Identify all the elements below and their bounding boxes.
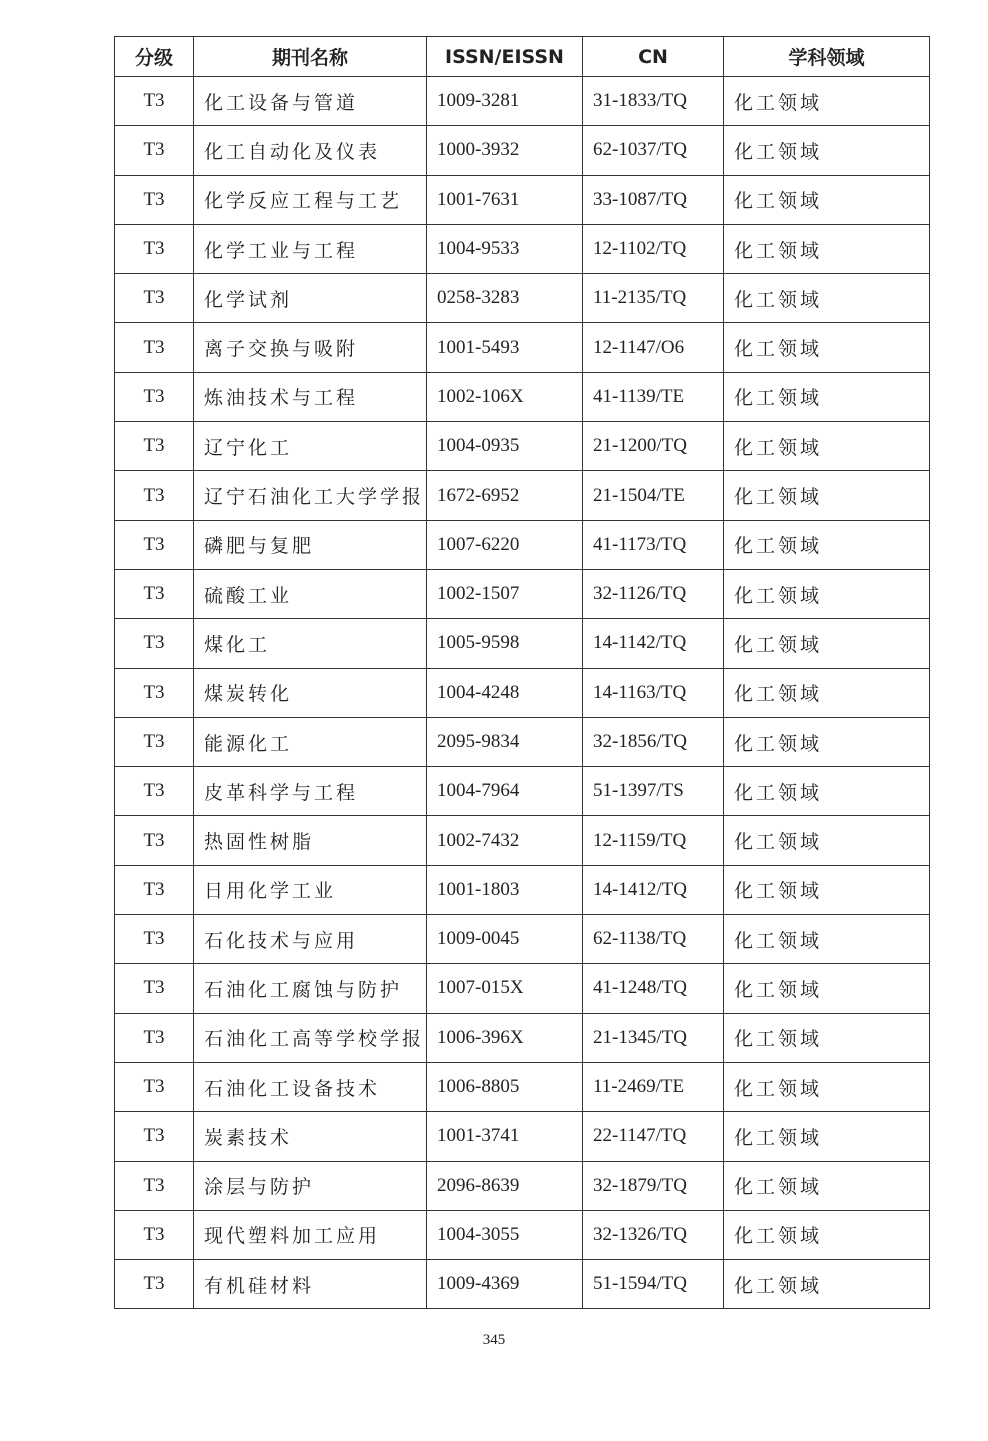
cell-field: 化工领域 bbox=[724, 816, 930, 865]
cell-journal-name: 能源化工 bbox=[194, 717, 427, 766]
cell-journal-name: 现代塑料加工应用 bbox=[194, 1210, 427, 1259]
cell-level: T3 bbox=[115, 323, 194, 372]
cell-level: T3 bbox=[115, 915, 194, 964]
cell-level: T3 bbox=[115, 224, 194, 273]
cell-cn: 41-1173/TQ bbox=[583, 520, 724, 569]
table-row bbox=[115, 422, 930, 471]
cell-journal-name: 石油化工高等学校学报 bbox=[194, 1013, 427, 1062]
cell-level: T3 bbox=[115, 1210, 194, 1259]
cell-cn: 12-1159/TQ bbox=[583, 816, 724, 865]
table-row bbox=[115, 274, 930, 323]
cell-journal-name: 化学工业与工程 bbox=[194, 224, 427, 273]
cell-issn: 1005-9598 bbox=[427, 619, 583, 668]
cell-issn: 0258-3283 bbox=[427, 274, 583, 323]
cell-issn: 1004-0935 bbox=[427, 422, 583, 471]
cell-level: T3 bbox=[115, 372, 194, 421]
cell-field: 化工领域 bbox=[724, 1210, 930, 1259]
cell-cn: 21-1504/TE bbox=[583, 471, 724, 520]
table-row bbox=[115, 619, 930, 668]
cell-cn: 12-1147/O6 bbox=[583, 323, 724, 372]
cell-issn: 1006-8805 bbox=[427, 1062, 583, 1111]
cell-level: T3 bbox=[115, 569, 194, 618]
cell-issn: 1009-3281 bbox=[427, 77, 583, 126]
cell-field: 化工领域 bbox=[724, 372, 930, 421]
table-body bbox=[115, 77, 930, 1309]
cell-journal-name: 石油化工设备技术 bbox=[194, 1062, 427, 1111]
table-row bbox=[115, 1210, 930, 1259]
table-row bbox=[115, 77, 930, 126]
cell-issn: 2096-8639 bbox=[427, 1161, 583, 1210]
table-row bbox=[115, 1062, 930, 1111]
cell-journal-name: 离子交换与吸附 bbox=[194, 323, 427, 372]
table-row bbox=[115, 1112, 930, 1161]
cell-field: 化工领域 bbox=[724, 471, 930, 520]
cell-level: T3 bbox=[115, 964, 194, 1013]
cell-issn: 1007-015X bbox=[427, 964, 583, 1013]
cell-cn: 41-1248/TQ bbox=[583, 964, 724, 1013]
cell-journal-name: 涂层与防护 bbox=[194, 1161, 427, 1210]
cell-field: 化工领域 bbox=[724, 964, 930, 1013]
cell-level: T3 bbox=[115, 1112, 194, 1161]
cell-cn: 14-1412/TQ bbox=[583, 865, 724, 914]
table-row bbox=[115, 1013, 930, 1062]
cell-field: 化工领域 bbox=[724, 619, 930, 668]
cell-issn: 1004-9533 bbox=[427, 224, 583, 273]
table-row bbox=[115, 964, 930, 1013]
table-row bbox=[115, 915, 930, 964]
header-issn: ISSN/EISSN bbox=[427, 37, 583, 77]
cell-level: T3 bbox=[115, 1062, 194, 1111]
cell-field: 化工领域 bbox=[724, 1062, 930, 1111]
cell-issn: 1001-3741 bbox=[427, 1112, 583, 1161]
journal-table bbox=[114, 36, 930, 1309]
cell-field: 化工领域 bbox=[724, 520, 930, 569]
cell-journal-name: 化工设备与管道 bbox=[194, 77, 427, 126]
cell-journal-name: 热固性树脂 bbox=[194, 816, 427, 865]
cell-level: T3 bbox=[115, 520, 194, 569]
cell-journal-name: 煤化工 bbox=[194, 619, 427, 668]
cell-field: 化工领域 bbox=[724, 175, 930, 224]
page-number: 345 bbox=[482, 1332, 506, 1348]
cell-issn: 1002-106X bbox=[427, 372, 583, 421]
cell-cn: 21-1200/TQ bbox=[583, 422, 724, 471]
cell-issn: 2095-9834 bbox=[427, 717, 583, 766]
cell-field: 化工领域 bbox=[724, 668, 930, 717]
cell-issn: 1004-3055 bbox=[427, 1210, 583, 1259]
cell-journal-name: 化工自动化及仪表 bbox=[194, 126, 427, 175]
cell-level: T3 bbox=[115, 619, 194, 668]
header-field: 学科领域 bbox=[724, 37, 930, 77]
cell-level: T3 bbox=[115, 1161, 194, 1210]
cell-issn: 1672-6952 bbox=[427, 471, 583, 520]
cell-issn: 1001-5493 bbox=[427, 323, 583, 372]
cell-level: T3 bbox=[115, 717, 194, 766]
table-row bbox=[115, 1161, 930, 1210]
cell-issn: 1009-0045 bbox=[427, 915, 583, 964]
cell-issn: 1006-396X bbox=[427, 1013, 583, 1062]
cell-journal-name: 化学反应工程与工艺 bbox=[194, 175, 427, 224]
cell-journal-name: 皮革科学与工程 bbox=[194, 767, 427, 816]
cell-level: T3 bbox=[115, 126, 194, 175]
cell-journal-name: 石化技术与应用 bbox=[194, 915, 427, 964]
table-row bbox=[115, 816, 930, 865]
cell-cn: 21-1345/TQ bbox=[583, 1013, 724, 1062]
cell-issn: 1002-7432 bbox=[427, 816, 583, 865]
table-row bbox=[115, 126, 930, 175]
cell-issn: 1009-4369 bbox=[427, 1260, 583, 1309]
cell-field: 化工领域 bbox=[724, 1013, 930, 1062]
cell-field: 化工领域 bbox=[724, 1161, 930, 1210]
cell-cn: 14-1163/TQ bbox=[583, 668, 724, 717]
cell-cn: 51-1397/TS bbox=[583, 767, 724, 816]
cell-journal-name: 辽宁石油化工大学学报 bbox=[194, 471, 427, 520]
cell-cn: 62-1138/TQ bbox=[583, 915, 724, 964]
table-row bbox=[115, 569, 930, 618]
cell-level: T3 bbox=[115, 77, 194, 126]
cell-level: T3 bbox=[115, 767, 194, 816]
cell-journal-name: 石油化工腐蚀与防护 bbox=[194, 964, 427, 1013]
cell-issn: 1001-1803 bbox=[427, 865, 583, 914]
cell-journal-name: 硫酸工业 bbox=[194, 569, 427, 618]
cell-level: T3 bbox=[115, 1013, 194, 1062]
cell-issn: 1007-6220 bbox=[427, 520, 583, 569]
cell-issn: 1002-1507 bbox=[427, 569, 583, 618]
table-header-row bbox=[115, 37, 930, 77]
cell-issn: 1004-4248 bbox=[427, 668, 583, 717]
table-row bbox=[115, 224, 930, 273]
cell-journal-name: 有机硅材料 bbox=[194, 1260, 427, 1309]
cell-level: T3 bbox=[115, 816, 194, 865]
cell-cn: 33-1087/TQ bbox=[583, 175, 724, 224]
cell-journal-name: 炼油技术与工程 bbox=[194, 372, 427, 421]
cell-cn: 32-1326/TQ bbox=[583, 1210, 724, 1259]
header-cn: CN bbox=[583, 37, 724, 77]
cell-field: 化工领域 bbox=[724, 767, 930, 816]
cell-field: 化工领域 bbox=[724, 717, 930, 766]
cell-issn: 1000-3932 bbox=[427, 126, 583, 175]
cell-issn: 1001-7631 bbox=[427, 175, 583, 224]
cell-cn: 11-2135/TQ bbox=[583, 274, 724, 323]
cell-journal-name: 日用化学工业 bbox=[194, 865, 427, 914]
cell-cn: 32-1879/TQ bbox=[583, 1161, 724, 1210]
cell-cn: 14-1142/TQ bbox=[583, 619, 724, 668]
cell-cn: 12-1102/TQ bbox=[583, 224, 724, 273]
cell-issn: 1004-7964 bbox=[427, 767, 583, 816]
cell-journal-name: 煤炭转化 bbox=[194, 668, 427, 717]
table-row bbox=[115, 372, 930, 421]
cell-level: T3 bbox=[115, 422, 194, 471]
cell-level: T3 bbox=[115, 1260, 194, 1309]
header-journal-name: 期刊名称 bbox=[194, 37, 427, 77]
cell-field: 化工领域 bbox=[724, 569, 930, 618]
cell-field: 化工领域 bbox=[724, 865, 930, 914]
cell-level: T3 bbox=[115, 274, 194, 323]
cell-cn: 62-1037/TQ bbox=[583, 126, 724, 175]
table-row bbox=[115, 1260, 930, 1309]
cell-cn: 32-1126/TQ bbox=[583, 569, 724, 618]
table-row bbox=[115, 717, 930, 766]
cell-field: 化工领域 bbox=[724, 1260, 930, 1309]
cell-journal-name: 辽宁化工 bbox=[194, 422, 427, 471]
table-row bbox=[115, 175, 930, 224]
cell-field: 化工领域 bbox=[724, 224, 930, 273]
cell-level: T3 bbox=[115, 668, 194, 717]
cell-journal-name: 炭素技术 bbox=[194, 1112, 427, 1161]
cell-level: T3 bbox=[115, 471, 194, 520]
table-row bbox=[115, 668, 930, 717]
cell-cn: 22-1147/TQ bbox=[583, 1112, 724, 1161]
table-row bbox=[115, 520, 930, 569]
header-level: 分级 bbox=[115, 37, 194, 77]
cell-field: 化工领域 bbox=[724, 126, 930, 175]
cell-level: T3 bbox=[115, 175, 194, 224]
cell-level: T3 bbox=[115, 865, 194, 914]
table-row bbox=[115, 865, 930, 914]
cell-cn: 41-1139/TE bbox=[583, 372, 724, 421]
table-row bbox=[115, 471, 930, 520]
cell-field: 化工领域 bbox=[724, 323, 930, 372]
cell-cn: 32-1856/TQ bbox=[583, 717, 724, 766]
cell-cn: 51-1594/TQ bbox=[583, 1260, 724, 1309]
cell-field: 化工领域 bbox=[724, 274, 930, 323]
cell-field: 化工领域 bbox=[724, 422, 930, 471]
cell-cn: 11-2469/TE bbox=[583, 1062, 724, 1111]
table-row bbox=[115, 323, 930, 372]
cell-field: 化工领域 bbox=[724, 1112, 930, 1161]
cell-field: 化工领域 bbox=[724, 77, 930, 126]
cell-cn: 31-1833/TQ bbox=[583, 77, 724, 126]
cell-journal-name: 化学试剂 bbox=[194, 274, 427, 323]
cell-field: 化工领域 bbox=[724, 915, 930, 964]
cell-journal-name: 磷肥与复肥 bbox=[194, 520, 427, 569]
table-row bbox=[115, 767, 930, 816]
